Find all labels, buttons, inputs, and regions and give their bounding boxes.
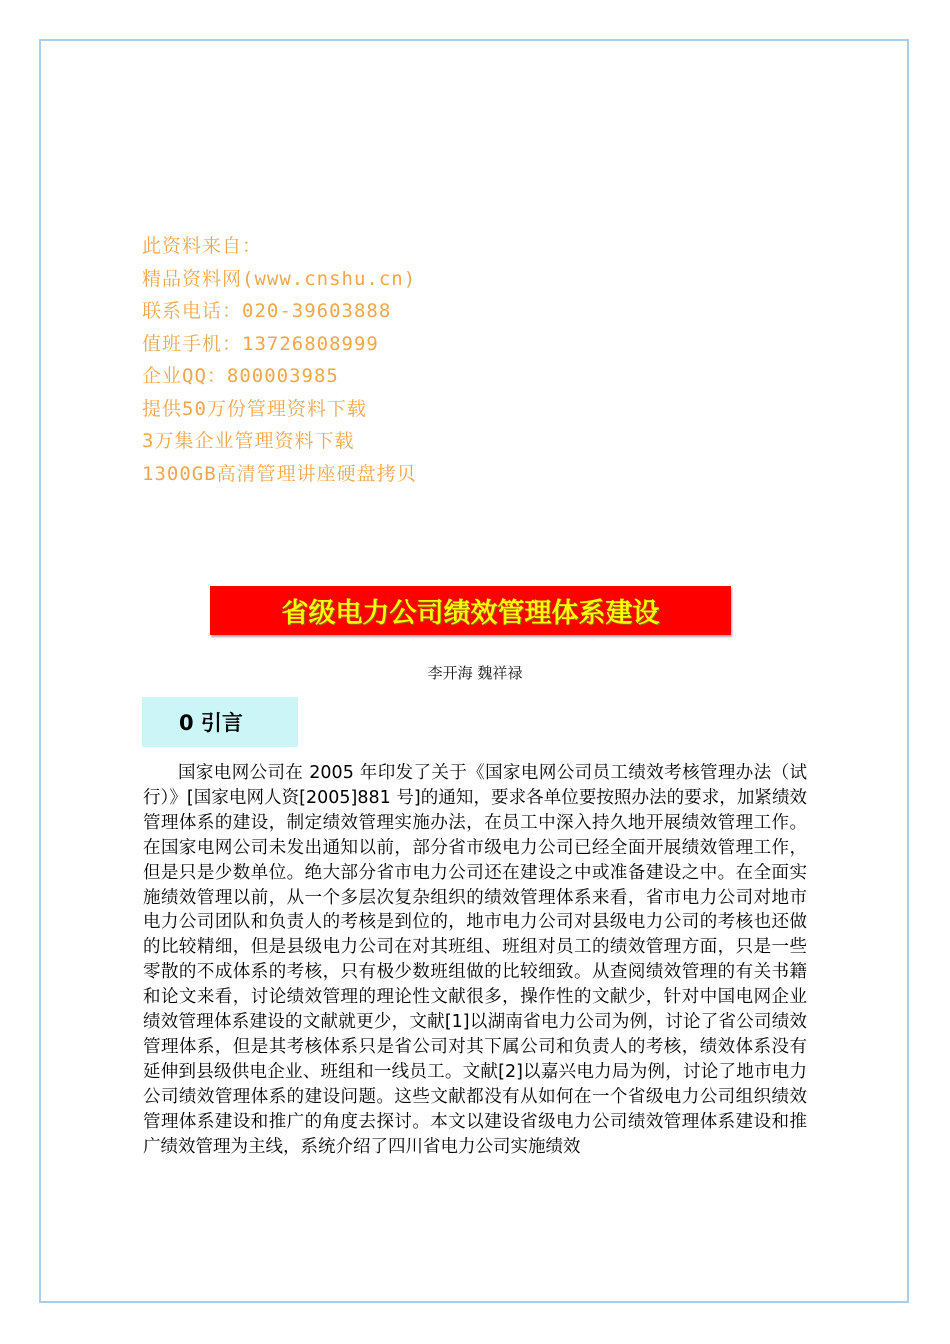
title-banner: [210, 586, 731, 635]
source-line: 提供50万份管理资料下载: [142, 397, 367, 420]
source-line: 联系电话：020-39603888: [142, 300, 392, 322]
source-line: 1300GB高清管理讲座硬盘拷贝: [142, 462, 417, 485]
authors: 李开海 魏祥禄: [427, 664, 523, 682]
source-line: 3万集企业管理资料下载: [142, 430, 355, 452]
section-heading: 0 引言: [179, 711, 243, 735]
source-line: 精品资料网(www.cnshu.cn): [142, 267, 417, 290]
body-paragraph: 国家电网公司在 2005 年印发了关于《国家电网公司员工绩效考核管理办法（试行）》[国家电网人资[2005]881 号]的通知，要求各单位要按照办法的要求，加紧绩效管理体系的建设，制定绩效管理实施办法，在员工中深入持久地开展绩效管理工作。在国家电网公司未发出通知以前，部分省市级电力公司已经全面开展绩效管理工作，但是只是少数单位。绝大部分省市电力公司还在建设之中或准备建设之中。在全面实施绩效管理以前，从一个多层次复杂组织的绩效管理体系来看，省市电力公司对地市电力公司团队和负责人的考核是到位的，地市电力公司对县级电力公司的考核也还做的比较精细，但是县级电力公司在对其班组、班组对员工的绩效管理方面，只是一些零散的不成体系的考核，只有极少数班组做的比较细致。从查阅绩效管理的有关书籍和论文来看，讨论绩效管理的理论性文献很多，操作性的文献少，针对中国电网企业绩效管理体系建设的文献就更少，文献[1]以湖南省电力公司为例，讨论了省公司绩效管理体系，但是其考核体系只是省公司对其下属公司和负责人的考核，绩效体系没有延伸到县级供电企业、班组和一线员工。文献[2]以嘉兴电力局为例，讨论了地市电力公司绩效管理体系的建设问题。这些文献都没有从如何在一个省级电力公司组织绩效管理体系建设和推广的角度去探讨。本文以建设省级电力公司绩效管理体系建设和推广绩效管理为主线，系统介绍了四川省电力公司实施绩效: [143, 763, 807, 1157]
source-line: 企业QQ：800003985: [142, 365, 339, 387]
source-info-block: [142, 230, 417, 490]
source-line: 值班手机：13726808999: [142, 332, 379, 355]
section-heading-box: [142, 697, 298, 747]
source-line: 此资料来自：: [142, 235, 263, 257]
document-title: 省级电力公司绩效管理体系建设: [281, 598, 660, 629]
